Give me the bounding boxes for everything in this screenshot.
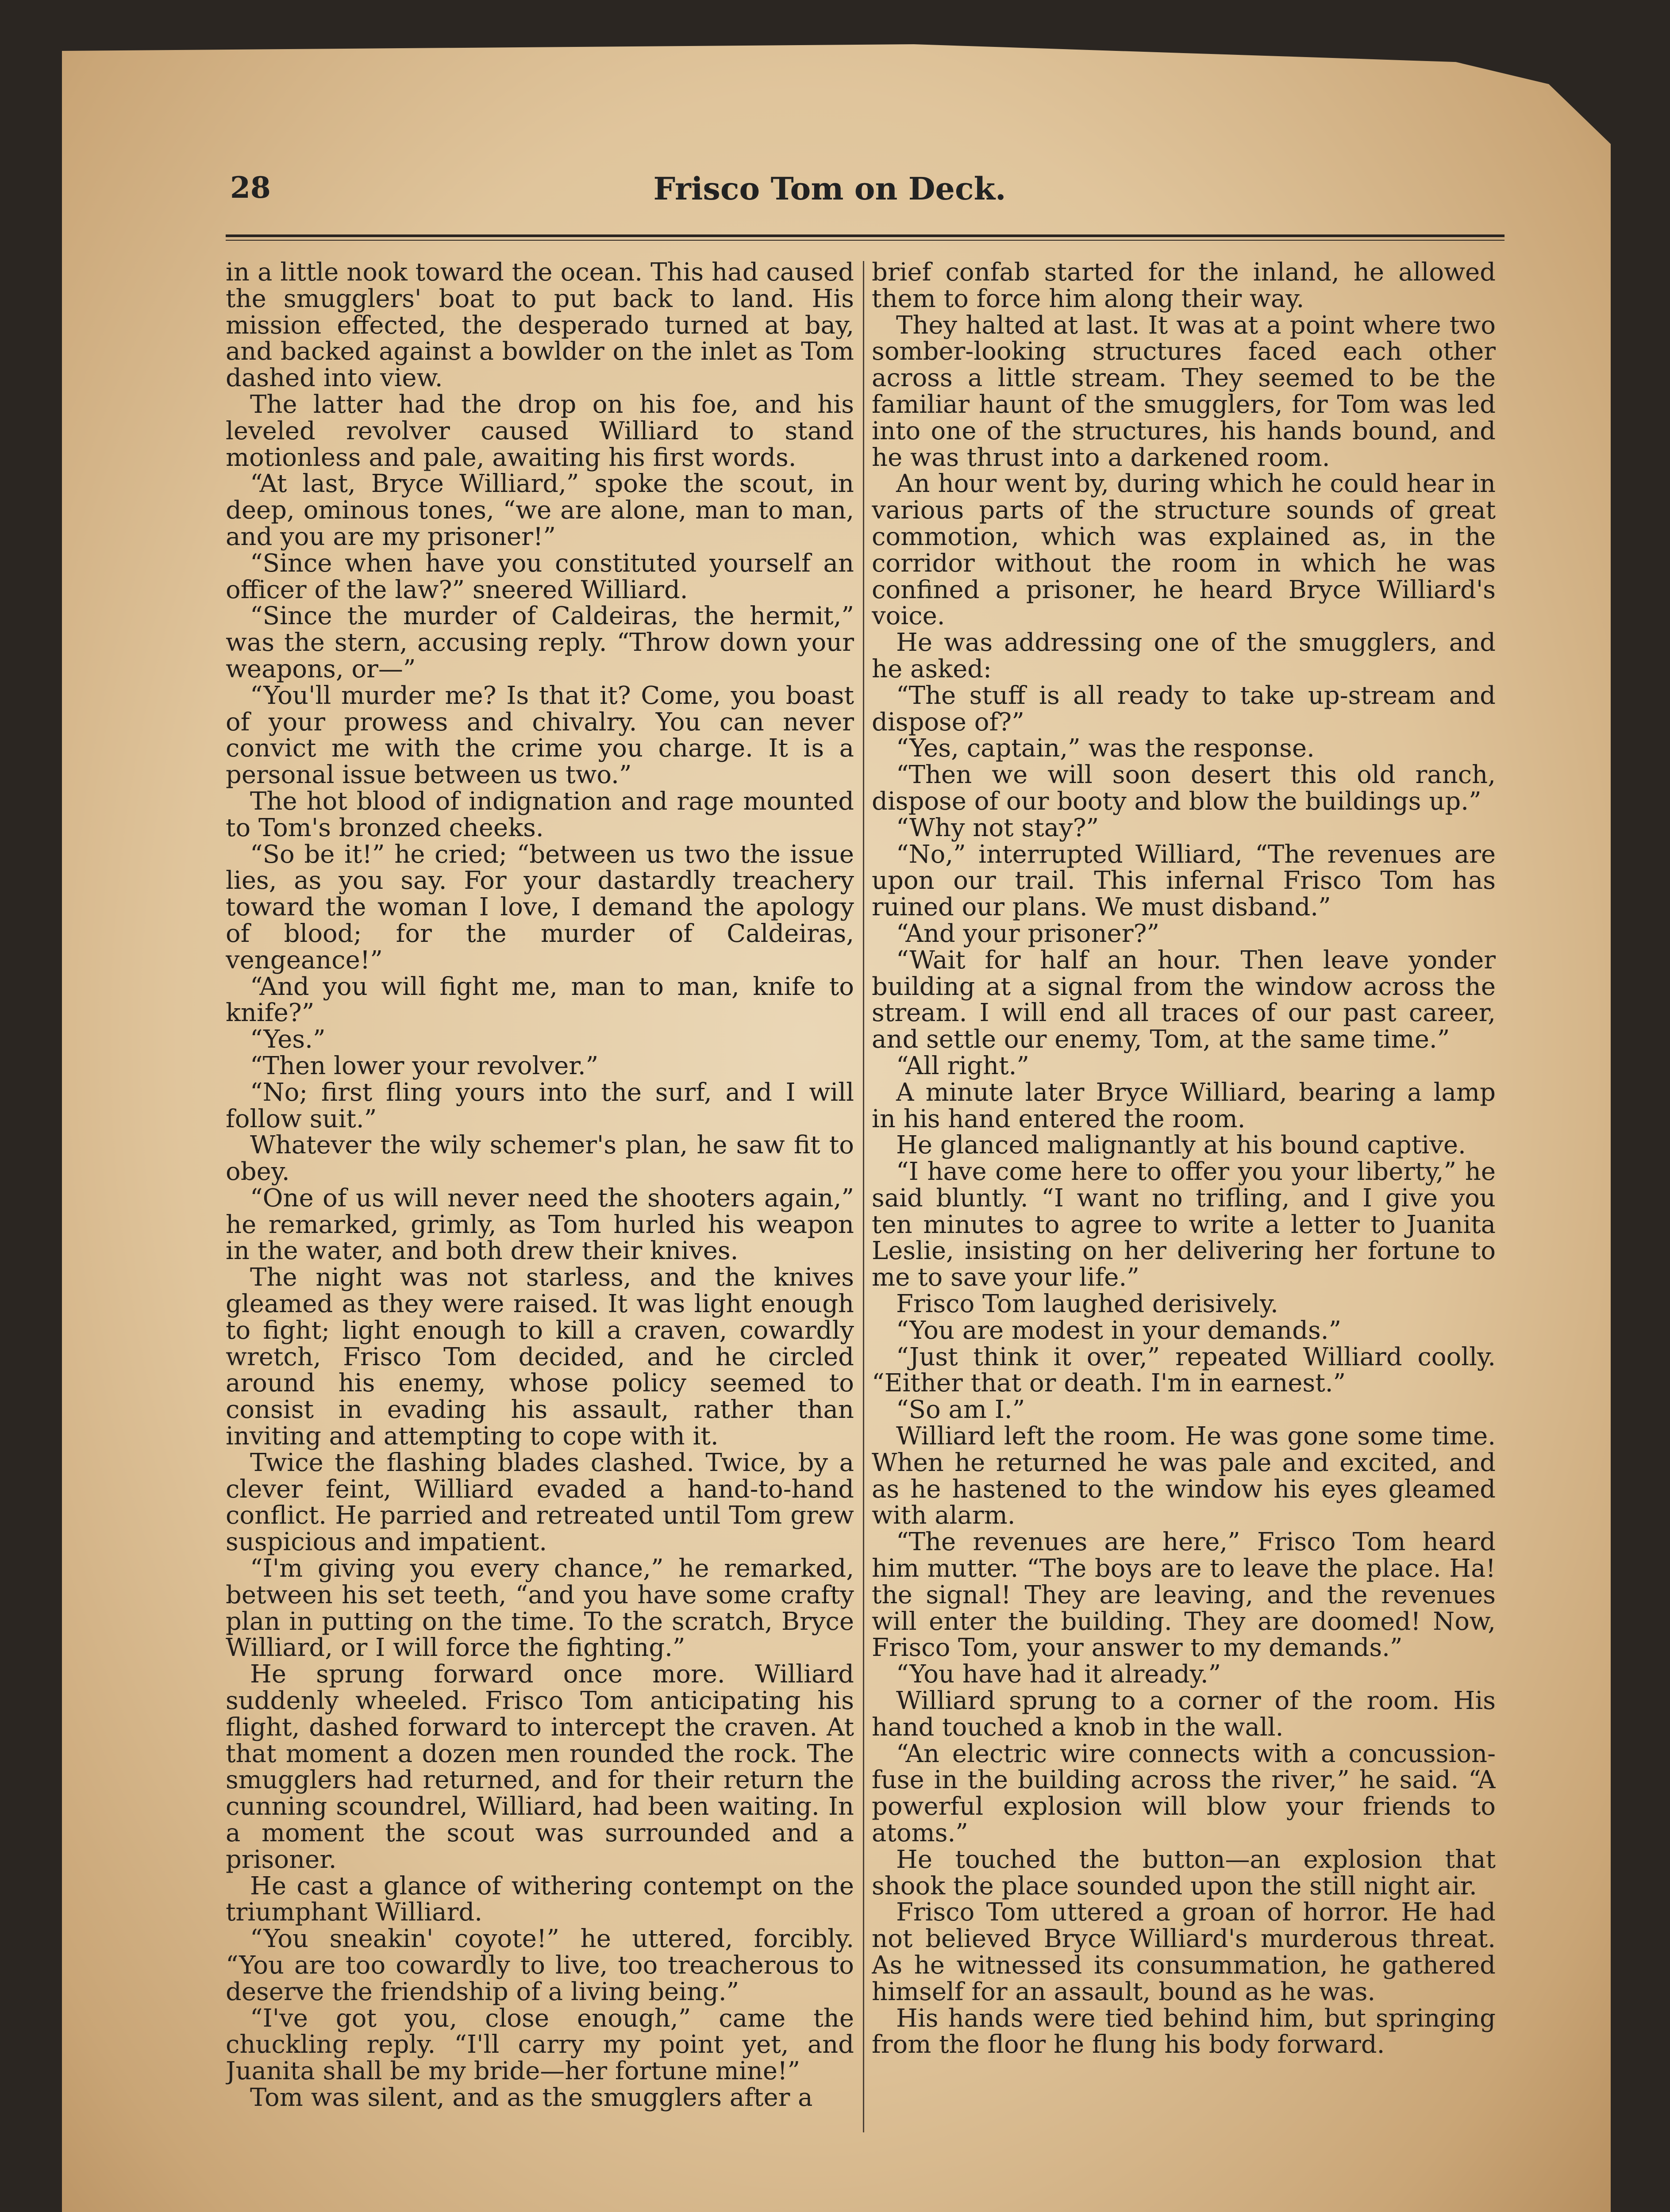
paragraph: “I've got you, close enough,” came the chuckling reply. “I'll carry my point yet, and Juanita shall be my bride—her fortune mine!” — [226, 2004, 854, 2086]
paragraph: “No,” interrupted Williard, “The revenues are upon our trail. This infernal Frisco Tom has ruined our plans. We must disband.” — [872, 840, 1496, 922]
paragraph: The latter had the drop on his foe, and his leveled revolver caused Williard to stand motionless and pale, awaiting his first words. — [226, 390, 854, 472]
paragraph: in a little nook toward the ocean. This had caused the smugglers' boat to put back to land. His mission effected, the desperado turned at bay, and backed against a bowlder on the inlet as Tom dashed into view. — [226, 259, 854, 393]
running-title: Frisco Tom on Deck. — [653, 170, 1006, 207]
paragraph: “Then we will soon desert this old ranch, dispose of our booty and blow the buildings up.” — [872, 760, 1496, 816]
paragraph: “Since the murder of Caldeiras, the hermit,” was the stern, accusing reply. “Throw down your weapons, or—” — [226, 602, 854, 684]
column-divider — [863, 261, 864, 2132]
paragraph: Williard left the room. He was gone some time. When he returned he was pale and excited, and as he hastened to the window his eyes gleamed with alarm. — [872, 1422, 1496, 1530]
paragraph: The night was not starless, and the knives gleamed as they were raised. It was light enough to fight; light enough to kill a craven, cowardly wretch, Frisco Tom decided, and he circled around his enemy, whose policy seemed to consist in evading his assault, rather than inviting and attempting to cope with it. — [226, 1263, 854, 1451]
paragraph: “Then lower your revolver.” — [250, 1051, 599, 1080]
paragraph: “You'll murder me? Is that it? Come, you boast of your prowess and chivalry. You can never convict me with the crime you charge. It is a personal issue between us two.” — [226, 681, 854, 790]
paragraph: “All right.” — [896, 1051, 1029, 1080]
paragraph: His hands were tied behind him, but springing from the floor he flung his body forward. — [872, 2004, 1496, 2059]
paragraph: “And you will fight me, man to man, knife to knife?” — [226, 972, 854, 1028]
paragraph: “So am I.” — [896, 1395, 1025, 1425]
paragraph: “One of us will never need the shooters again,” he remarked, grimly, as Tom hurled his weapon in the water, and both drew their knives. — [226, 1183, 854, 1266]
paragraph: “An electric wire connects with a concussion-fuse in the building across the river,” he said. “A powerful explosion will blow your friends to atoms.” — [872, 1739, 1496, 1848]
paragraph: Twice the flashing blades clashed. Twice, by a clever feint, Williard evaded a hand-to-hand conflict. He parried and retreated until Tom grew suspicious and impatient. — [226, 1448, 854, 1557]
paragraph: He was addressing one of the smugglers, and he asked: — [872, 628, 1496, 684]
paragraph: “Yes.” — [250, 1025, 326, 1054]
paragraph: “Wait for half an hour. Then leave yonder building at a signal from the window across the stream. I will end all traces of our past career, and settle our enemy, Tom, at the same time.” — [872, 945, 1496, 1054]
paragraph: “Why not stay?” — [896, 813, 1099, 842]
left-column — [226, 259, 854, 2197]
paragraph: “I'm giving you every chance,” he remarked, between his set teeth, “and you have some crafty plan in putting on the time. To the scratch, Bryce Williard, or I will force the fighting.” — [226, 1554, 854, 1663]
right-column — [872, 259, 1496, 2197]
paragraph: He cast a glance of withering contempt on the triumphant Williard. — [226, 1871, 854, 1927]
paragraph: “You sneakin' coyote!” he uttered, forcibly. “You are too cowardly to live, too treacherous to deserve the friendship of a living being.” — [226, 1924, 854, 2006]
header-rule — [226, 234, 1505, 237]
paragraph: Whatever the wily schemer's plan, he saw fit to obey. — [226, 1131, 854, 1187]
paragraph: “Yes, captain,” was the response. — [896, 734, 1315, 763]
page-number: 28 — [230, 170, 271, 205]
paragraph: brief confab started for the inland, he allowed them to force him along their way. — [872, 259, 1496, 313]
paragraph: Tom was silent, and as the smugglers after a — [250, 2083, 813, 2112]
paragraph: “You have had it already.” — [896, 1660, 1221, 1689]
paragraph: “So be it!” he cried; “between us two the issue lies, as you say. For your dastardly treachery toward the woman I love, I demand the apology of blood; for the murder of Caldeiras, vengeance!” — [226, 840, 854, 975]
paragraph: “I have come here to offer you your liberty,” he said bluntly. “I want no trifling, and I give you ten minutes to agree to write a letter to Juanita Leslie, insisting on her delivering her fortune to me to save your life.” — [872, 1157, 1496, 1292]
paragraph: “The stuff is all ready to take up-stream and dispose of?” — [872, 681, 1496, 737]
header-rule-thin — [226, 240, 1505, 241]
paragraph: A minute later Bryce Williard, bearing a lamp in his hand entered the room. — [872, 1078, 1496, 1133]
paragraph: Williard sprung to a corner of the room. His hand touched a knob in the wall. — [872, 1686, 1496, 1742]
paragraph: “The revenues are here,” Frisco Tom heard him mutter. “The boys are to leave the place. Ha! the signal! They are leaving, and the revenues will enter the building. They are doomed! Now, Frisco Tom, your answer to my demands.” — [872, 1528, 1496, 1663]
paragraph: “At last, Bryce Williard,” spoke the scout, in deep, ominous tones, “we are alone, man to man, and you are my prisoner!” — [226, 469, 854, 551]
paragraph: He sprung forward once more. Williard suddenly wheeled. Frisco Tom anticipating his flight, dashed forward to intercept the craven. At that moment a dozen men rounded the rock. The smugglers had returned, and for their return the cunning scoundrel, Williard, had been waiting. In a moment the scout was surrounded and a prisoner. — [226, 1660, 854, 1874]
paragraph: “Since when have you constituted yourself an officer of the law?” sneered Williard. — [226, 549, 854, 604]
page-header — [168, 170, 1491, 232]
paragraph: Frisco Tom laughed derisively. — [896, 1290, 1278, 1319]
paragraph: He touched the button—an explosion that shook the place sounded upon the still night air. — [872, 1845, 1496, 1901]
paragraph: Frisco Tom uttered a groan of horror. He had not believed Bryce Williard's murderous threat. As he witnessed its consummation, he gathered himself for an assault, bound as he was. — [872, 1898, 1496, 2006]
paragraph: The hot blood of indignation and rage mounted to Tom's bronzed cheeks. — [226, 787, 854, 842]
paragraph: “Just think it over,” repeated Williard coolly. “Either that or death. I'm in earnest.” — [872, 1342, 1496, 1398]
paragraph: They halted at last. It was at a point where two somber-looking structures faced each other across a little stream. They seemed to be the familiar haunt of the smugglers, for Tom was led into one of the structures, his hands bound, and he was thrust into a darkened room. — [872, 311, 1496, 472]
paragraph: An hour went by, during which he could hear in various parts of the structure sounds of great commotion, which was explained as, in the corridor without the room in which he was confined a prisoner, he heard Bryce Williard's voice. — [872, 469, 1496, 631]
paragraph: “And your prisoner?” — [896, 919, 1160, 948]
paragraph: “No; first fling yours into the surf, and I will follow suit.” — [226, 1078, 854, 1133]
paragraph: “You are modest in your demands.” — [896, 1316, 1342, 1345]
paragraph: He glanced malignantly at his bound captive. — [896, 1131, 1466, 1160]
